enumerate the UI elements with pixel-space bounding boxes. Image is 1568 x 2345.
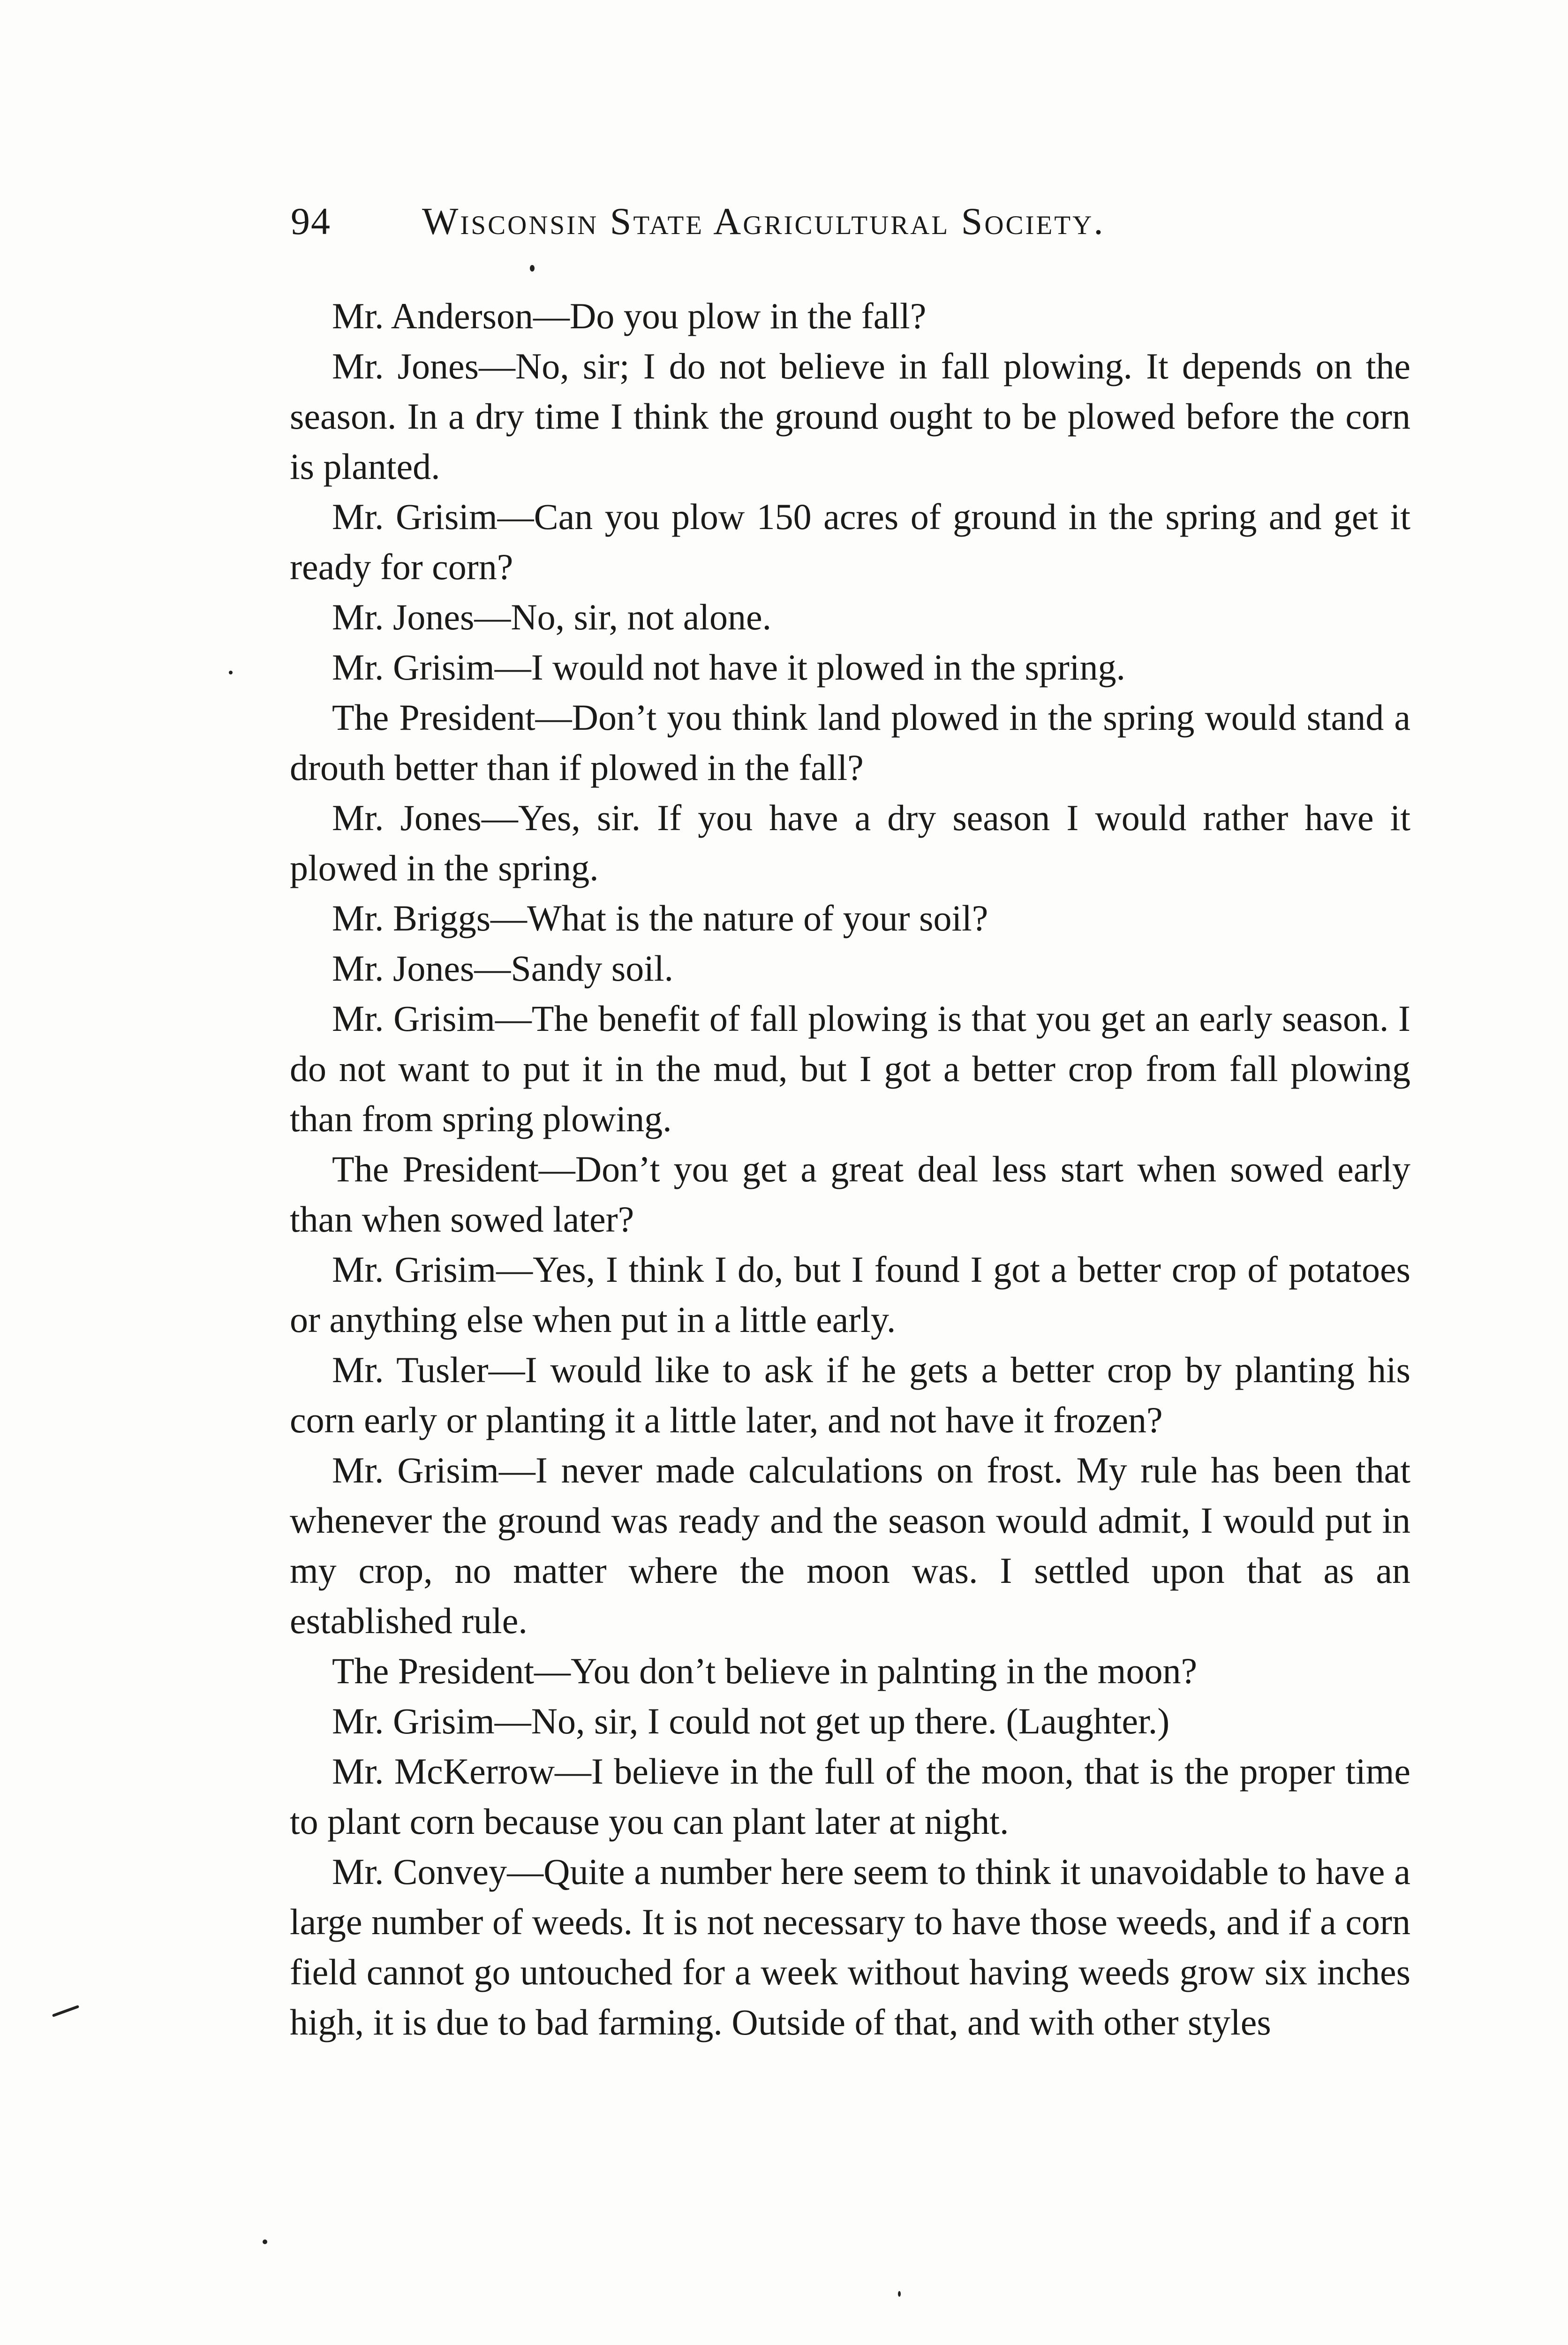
paragraph: Mr. Jones—No, sir, not alone. [332, 597, 772, 637]
body-text [290, 291, 1410, 2047]
paragraph: Mr. Tusler—I would like to ask if he gets a better crop by planting his corn early or planting it a little later, and not have it frozen? [290, 1349, 1410, 1440]
paragraph: The President—You don’t believe in palnting in the moon? [332, 1650, 1198, 1691]
paragraph: Mr. Grisim—I would not have it plowed in the spring. [332, 647, 1126, 688]
paragraph: Mr. Convey—Quite a number here seem to think it unavoidable to have a large number of weeds. It is not necessary to have those weeds, and if a corn field cannot go untouched for a week without having weeds grow six inches high, it is due to bad farming. Outside of that, and with other styles [290, 1851, 1410, 2042]
paragraph: Mr. Jones—Sandy soil. [332, 948, 674, 989]
scan-speck [52, 2005, 79, 2017]
paragraph: The President—Don’t you get a great deal less start when sowed early than when sowed later? [290, 1149, 1410, 1240]
paragraph: The President—Don’t you think land plowed in the spring would stand a drouth better than if plowed in the fall? [290, 697, 1410, 788]
paragraph: Mr. Grisim—The benefit of fall plowing is that you get an early season. I do not want to put it in the mud, but I got a better crop from fall plowing than from spring plowing. [290, 998, 1410, 1139]
scan-speck [229, 671, 233, 674]
scan-speck [263, 2239, 267, 2244]
paragraph: Mr. Briggs—What is the nature of your soil? [332, 898, 988, 938]
paragraph: Mr. Grisim—Yes, I think I do, but I found I got a better crop of potatoes or anything else when put in a little early. [290, 1249, 1410, 1340]
page-header [291, 199, 1294, 251]
paragraph: Mr. Jones—No, sir; I do not believe in fall plowing. It depends on the season. In a dry time I think the ground ought to be plowed before the corn is planted. [290, 346, 1410, 487]
paragraph: Mr. Grisim—No, sir, I could not get up there. (Laughter.) [332, 1701, 1170, 1741]
paragraph: Mr. Anderson—Do you plow in the fall? [332, 295, 927, 336]
paragraph: Mr. McKerrow—I believe in the full of the moon, that is the proper time to plant corn because you can plant later at night. [290, 1751, 1410, 1842]
paragraph: Mr. Jones—Yes, sir. If you have a dry season I would rather have it plowed in the spring. [290, 797, 1410, 888]
page-number: 94 [291, 200, 331, 242]
scan-speck [898, 2291, 901, 2297]
paragraph: Mr. Grisim—Can you plow 150 acres of ground in the spring and get it ready for corn? [290, 496, 1410, 587]
running-title: Wisconsin State Agricultural Society. [422, 200, 1105, 242]
paragraph: Mr. Grisim—I never made calculations on frost. My rule has been that whenever the ground was ready and the season would admit, I would put in my crop, no matter where the moon was. I settled upon that as an established rule. [290, 1450, 1410, 1641]
scan-speck [530, 265, 535, 272]
